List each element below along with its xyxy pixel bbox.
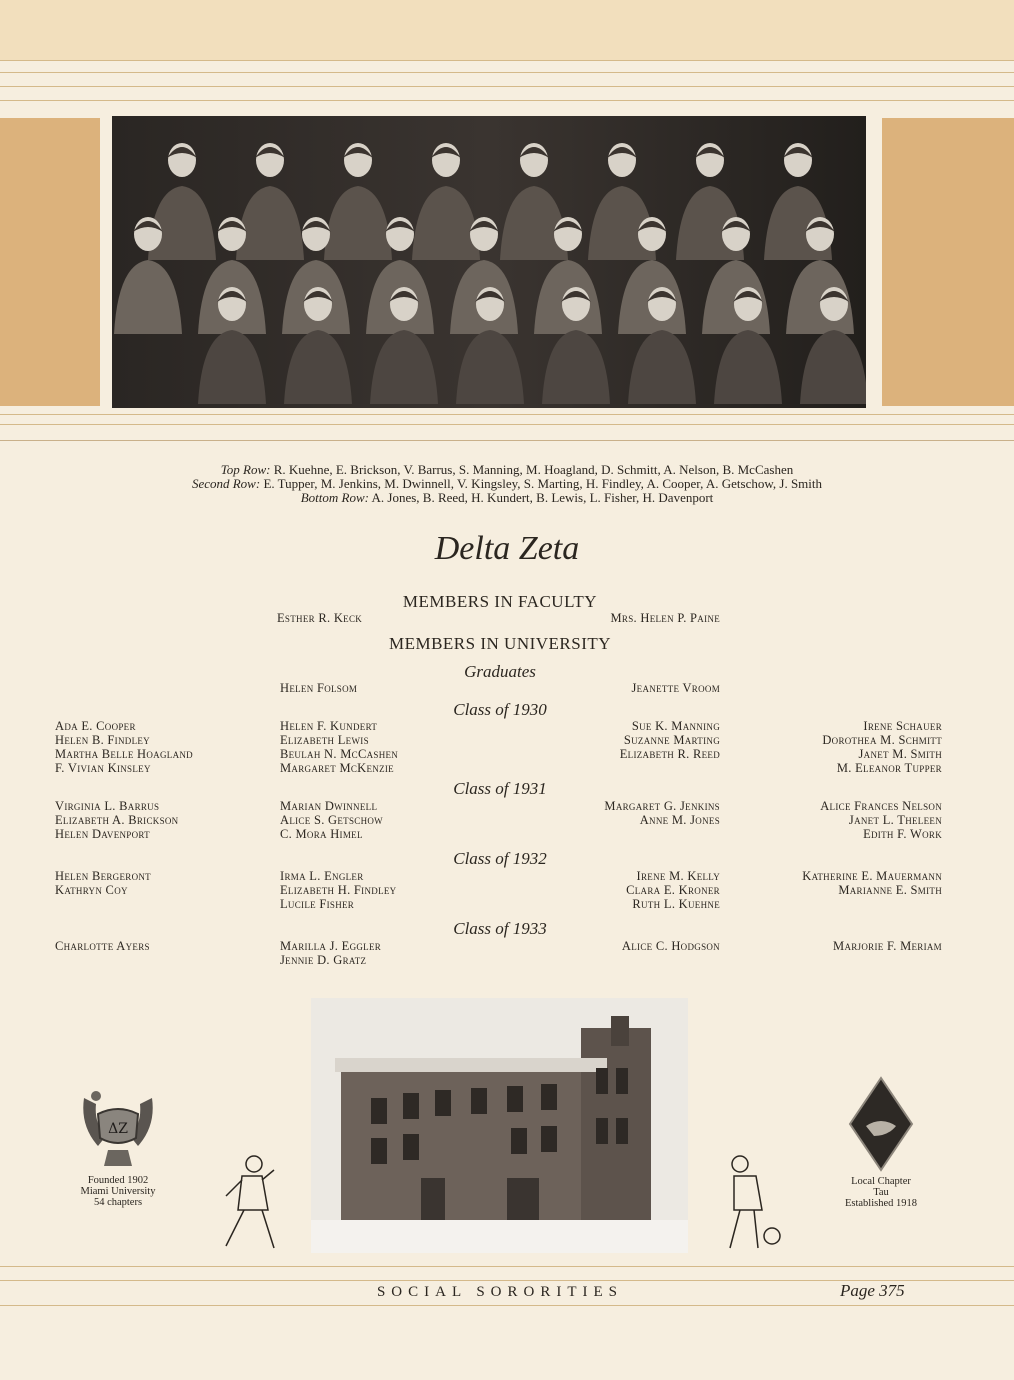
member-name: Suzanne Marting <box>623 733 720 747</box>
rule <box>0 72 1014 73</box>
member-name: Alice C. Hodgson <box>621 939 720 953</box>
member-name: Dorothea M. Schmitt <box>822 733 942 747</box>
member-name: Janet M. Smith <box>858 747 942 761</box>
diamond-lamp-icon <box>848 1076 914 1172</box>
name-column <box>55 869 151 897</box>
member-name: Kathryn Coy <box>55 883 128 897</box>
name-column <box>280 719 398 775</box>
rule <box>0 414 1014 415</box>
name-column <box>55 719 193 775</box>
member-name: Katherine E. Mauermann <box>802 869 942 883</box>
member-name: Marilla J. Eggler <box>280 939 382 953</box>
rule <box>0 86 1014 87</box>
svg-text:ΔΖ: ΔΖ <box>108 1121 128 1137</box>
crest-icon <box>76 1086 160 1172</box>
member-name: Helen Bergeront <box>55 869 151 883</box>
group-photo <box>112 116 866 408</box>
member-name: Helen F. Kundert <box>280 719 378 733</box>
class-label: Class of 1930 <box>453 700 547 719</box>
member-name: Marian Dwinnell <box>280 799 378 813</box>
member-name: Charlotte Ayers <box>55 939 150 953</box>
name-column <box>280 869 396 911</box>
member-name: Margaret McKenzie <box>280 761 394 775</box>
local-chapter-info: Local Chapter Tau Established 1918 <box>844 1176 918 1209</box>
name-column <box>622 939 720 953</box>
university-heading: MEMBERS IN UNIVERSITY <box>388 634 612 653</box>
top-band <box>0 0 1014 60</box>
class-label: Class of 1931 <box>453 779 547 798</box>
member-name: Martha Belle Hoagland <box>55 747 193 761</box>
member-name: C. Mora Himel <box>280 827 363 841</box>
member-name: Elizabeth R. Reed <box>619 747 720 761</box>
member-name: Elizabeth A. Brickson <box>55 813 179 827</box>
rule <box>0 1305 1014 1306</box>
graduate-left: Helen Folsom <box>280 681 358 695</box>
founded-info: Founded 1902 Miami University 54 chapters <box>80 1175 156 1208</box>
member-name: Ada E. Cooper <box>55 719 136 733</box>
caption-bottom-row: Bottom Row: A. Jones, B. Reed, H. Kundert, B. Lewis, L. Fisher, H. Davenport <box>300 490 714 505</box>
name-column <box>55 799 178 841</box>
right-tan-panel <box>882 118 1014 406</box>
member-name: Irene M. Kelly <box>636 869 720 883</box>
name-column <box>55 939 150 953</box>
name-column <box>626 869 720 911</box>
page-title: Delta Zeta <box>434 530 580 567</box>
member-name: Edith F. Work <box>863 827 942 841</box>
member-name: Lucile Fisher <box>280 897 355 911</box>
member-name: Helen B. Findley <box>55 733 150 747</box>
graduates-heading: Graduates <box>464 662 536 681</box>
name-column <box>820 799 942 841</box>
name-column <box>833 939 942 953</box>
name-column <box>822 719 942 775</box>
member-name: Ruth L. Kuehne <box>632 897 720 911</box>
member-name: Jennie D. Gratz <box>280 953 367 967</box>
rule <box>0 60 1014 61</box>
rule <box>0 424 1014 425</box>
member-name: Sue K. Manning <box>631 719 720 733</box>
member-name: Beulah N. McCashen <box>280 747 399 761</box>
graduate-right: Jeanette Vroom <box>631 681 720 695</box>
member-name: Irene Schauer <box>863 719 942 733</box>
cartoon-girl-icon <box>212 1150 284 1252</box>
member-name: Helen Davenport <box>55 827 150 841</box>
rule <box>0 100 1014 101</box>
faculty-right: Mrs. Helen P. Paine <box>610 611 720 625</box>
member-name: Marjorie F. Meriam <box>833 939 942 953</box>
member-name: Anne M. Jones <box>639 813 720 827</box>
left-tan-panel <box>0 118 100 406</box>
member-name: Irma L. Engler <box>280 869 364 883</box>
member-name: Clara E. Kroner <box>626 883 720 897</box>
name-column <box>280 939 381 967</box>
member-name: F. Vivian Kinsley <box>55 761 151 775</box>
faculty-heading: MEMBERS IN FACULTY <box>402 592 598 611</box>
class-label: Class of 1932 <box>453 849 547 868</box>
chapter-house-photo <box>311 998 688 1253</box>
member-name: Elizabeth H. Findley <box>280 883 397 897</box>
member-name: Virginia L. Barrus <box>55 799 160 813</box>
member-name: Margaret G. Jenkins <box>604 799 720 813</box>
name-column <box>620 719 720 761</box>
rule <box>0 1266 1014 1267</box>
member-name: Elizabeth Lewis <box>280 733 369 747</box>
name-column <box>802 869 942 897</box>
member-name: Marianne E. Smith <box>838 883 942 897</box>
caption-top-row: Top Row: R. Kuehne, E. Brickson, V. Barrus, S. Manning, M. Hoagland, D. Schmitt, A. Nelson, B. McCashen <box>220 462 794 477</box>
class-label: Class of 1933 <box>453 919 547 938</box>
page-number: Page 375 <box>840 1281 905 1300</box>
name-column <box>604 799 720 827</box>
member-name: Alice Frances Nelson <box>820 799 942 813</box>
name-column <box>280 799 383 841</box>
rule <box>0 440 1014 441</box>
cartoon-girl-with-dog-icon <box>722 1150 788 1252</box>
member-name: M. Eleanor Tupper <box>836 761 942 775</box>
member-name: Alice S. Getschow <box>280 813 383 827</box>
faculty-left: Esther R. Keck <box>277 611 363 625</box>
caption-second-row: Second Row: E. Tupper, M. Jenkins, M. Dwinnell, V. Kingsley, S. Marting, H. Findley, A. Cooper, A. Getschow, J. Smith <box>191 476 823 491</box>
member-name: Janet L. Theleen <box>848 813 942 827</box>
section-title: SOCIAL SORORITIES <box>376 1284 624 1300</box>
